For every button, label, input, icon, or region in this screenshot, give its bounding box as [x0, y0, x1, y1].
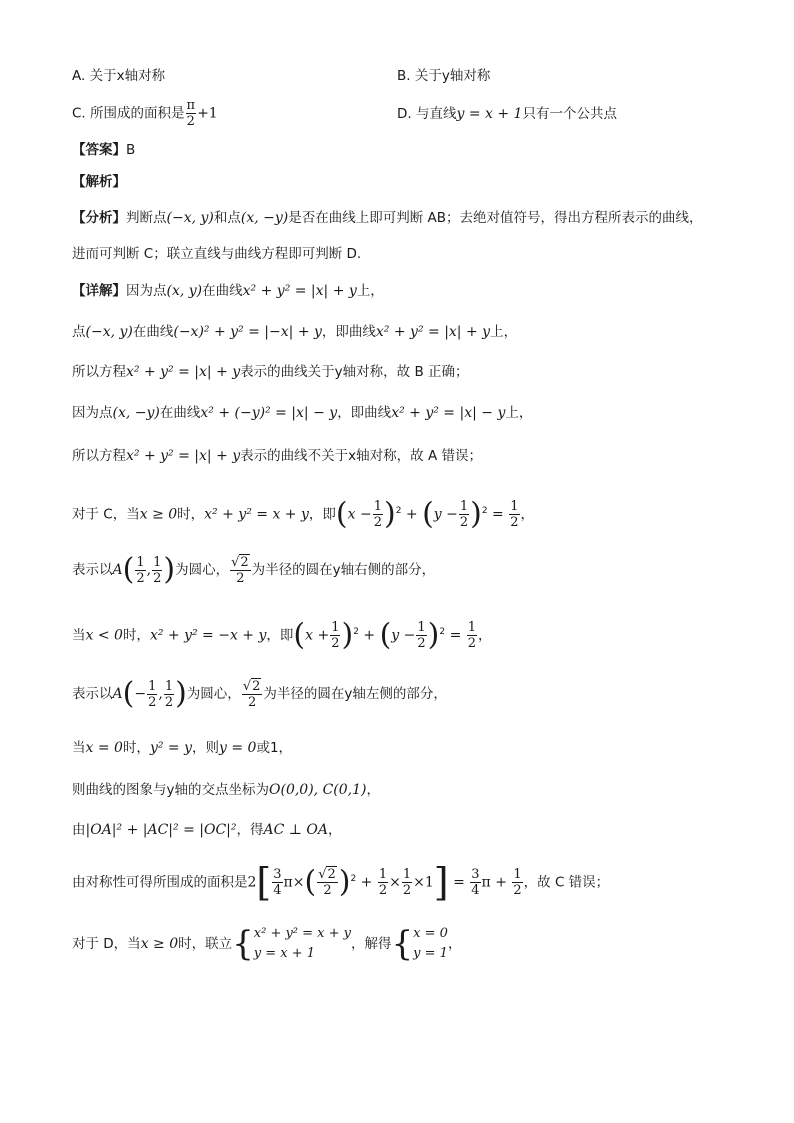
math: =: [448, 874, 470, 891]
text: 时，联立: [178, 936, 233, 952]
paren: (: [122, 552, 135, 587]
paren: (: [379, 617, 392, 653]
paren: ): [470, 496, 482, 532]
fraction: [330, 620, 340, 651]
frac-num: 3: [471, 867, 480, 882]
frac-num: 1: [373, 499, 382, 514]
math: O(0,0), C(0,1): [269, 782, 367, 798]
text: 点: [72, 324, 86, 340]
frac-den: 2: [331, 636, 340, 651]
detail-line-13: [72, 859, 754, 905]
system-eq-2: y = x + 1: [253, 946, 316, 961]
answer-line: [72, 140, 754, 160]
math: x² + y² = |x| + y: [126, 448, 241, 464]
paren: ): [427, 617, 440, 653]
text: 因为点: [72, 405, 113, 421]
frac-den: 2: [136, 570, 145, 586]
fraction: [467, 620, 477, 651]
math: π×: [283, 874, 305, 891]
fraction: [242, 679, 263, 710]
math: x ≥ 0: [140, 936, 179, 952]
fraction: [164, 679, 174, 710]
option-d-tail: 只有一个公共点: [522, 106, 617, 122]
text: 对于 C，当: [72, 506, 140, 523]
option-a: A. 关于x轴对称: [72, 68, 166, 84]
math: π +: [481, 874, 512, 891]
text: 当: [72, 740, 86, 756]
text: 表示以: [72, 562, 113, 578]
frac-num: 1: [459, 499, 469, 514]
frac-num: √2: [318, 867, 336, 882]
math: (−x, y): [85, 324, 133, 340]
text: ，得: [236, 822, 264, 838]
frac-den: 2: [402, 883, 412, 898]
frac-num: 1: [417, 620, 426, 635]
exponent: 2: [395, 506, 402, 516]
paren: (: [335, 496, 348, 532]
detail-line-10: [72, 738, 754, 758]
frac-num: 1: [331, 620, 340, 635]
math: x < 0: [85, 627, 123, 644]
text: 为圆心，: [175, 562, 230, 578]
detail-line-5: [72, 446, 754, 466]
math: y² = y: [149, 740, 192, 756]
fraction: [135, 555, 145, 586]
text: 或1，: [256, 740, 293, 756]
math: ,: [146, 562, 152, 578]
math: −: [134, 686, 147, 702]
detail-point: (x, y): [166, 283, 203, 299]
detail-line-2: [72, 322, 754, 342]
math: y −: [433, 506, 458, 523]
detail-line-6: [72, 494, 754, 532]
fraction: [509, 499, 519, 530]
text: 为半径的圆在y轴右侧的部分，: [251, 562, 436, 578]
text: ，即: [308, 506, 336, 523]
fenxi-point-2: (x, −y): [240, 210, 289, 226]
fraction: [147, 679, 157, 710]
math: x² + y² = |x| + y: [126, 364, 241, 380]
text: 所以方程: [72, 448, 126, 464]
fraction: [230, 555, 251, 586]
text: 时，: [177, 506, 205, 523]
math: x ≥ 0: [139, 506, 178, 523]
option-d-text: D. 与直线: [397, 106, 457, 122]
paren: ): [383, 496, 396, 532]
analysis-label-text: 【解析】: [72, 174, 126, 190]
frac-den: 2: [459, 515, 469, 530]
paren: ): [341, 617, 354, 653]
paren: (: [293, 617, 306, 653]
text: 上，: [490, 324, 518, 340]
text: 上，: [505, 405, 533, 421]
paren: ): [163, 552, 176, 587]
text: ，: [447, 936, 462, 952]
frac-num: 1: [378, 867, 388, 882]
text: 在曲线: [132, 324, 174, 340]
math: x² + (−y)² = |x| − y: [200, 405, 338, 421]
frac-den: 2: [148, 694, 157, 710]
detail-line-4: [72, 403, 754, 423]
exponent: 2: [439, 627, 446, 637]
math: x² + y² = |x| + y: [375, 324, 491, 340]
analysis-label: [72, 172, 754, 192]
fenxi-label: 【分析】: [72, 210, 126, 226]
fraction: [272, 867, 282, 898]
text: ，即曲线: [321, 324, 376, 340]
fraction: [402, 867, 412, 898]
text: ，: [520, 506, 535, 523]
brace: {: [391, 924, 414, 964]
detail-line-3: [72, 362, 754, 382]
detail-line-12: [72, 820, 754, 840]
math: A: [112, 562, 123, 578]
system-eq-1: x² + y² = x + y: [253, 926, 352, 941]
fraction: [378, 867, 388, 898]
math: y = 0: [219, 740, 257, 756]
solution-system: [413, 924, 448, 964]
paren: ): [338, 864, 351, 900]
frac-den: 2: [323, 883, 332, 898]
math: ×: [389, 874, 401, 891]
detail-equation: x² + y² = |x| + y: [242, 283, 357, 299]
frac-den: 2: [467, 636, 477, 651]
frac-den: 2: [417, 636, 426, 651]
text: 为半径的圆在y轴左侧的部分，: [263, 686, 447, 702]
detail-line-9: [72, 677, 754, 711]
frac-den: 4: [273, 883, 282, 898]
math: +: [356, 874, 377, 891]
math: +: [401, 506, 423, 523]
detail-line-1: [72, 281, 754, 301]
option-d-equation: y = x + 1: [456, 106, 523, 122]
frac-den: 2: [247, 694, 257, 710]
fenxi-text-c: 是否在曲线上即可判断 AB；去绝对值符号，得出方程所表示的曲线，: [288, 210, 703, 226]
exponent: 2: [353, 627, 359, 637]
text: ，: [478, 627, 492, 644]
text: ，解得: [351, 936, 392, 952]
option-c-tail: +1: [197, 105, 218, 122]
detail-text-c: 上，: [356, 283, 384, 299]
frac-den: 2: [510, 515, 519, 530]
text: 由对称性可得所围成的面积是: [72, 874, 248, 891]
text: 时，: [122, 740, 150, 756]
text: 时，: [122, 627, 150, 644]
detail-text-a: 因为点: [126, 283, 167, 299]
option-d: [397, 104, 617, 124]
math: x² + y² = −x + y: [149, 627, 267, 644]
text: 表示的曲线不关于x轴对称，故 A 错误；: [240, 448, 482, 464]
exponent: 2: [481, 506, 488, 516]
frac-den: 2: [513, 883, 522, 898]
fraction: [512, 867, 522, 898]
fraction: [152, 555, 162, 586]
bracket: [: [256, 860, 272, 905]
solution-1: x = 0: [413, 926, 448, 941]
math: x = 0: [85, 740, 123, 756]
math: x −: [347, 506, 372, 523]
fraction: [459, 499, 469, 530]
option-c: [72, 98, 218, 129]
frac-num: √2: [231, 554, 249, 570]
detail-label: 【详解】: [72, 283, 126, 299]
option-c-fraction: [186, 98, 197, 129]
fraction: [416, 620, 426, 651]
text: ，则: [192, 740, 219, 756]
text: 表示的曲线关于y轴对称，故 B 正确；: [240, 364, 469, 380]
solution-2: y = 1: [413, 946, 448, 961]
text: ，即: [266, 627, 294, 644]
frac-num: 1: [136, 554, 145, 570]
text: 则曲线的图象与y轴的交点坐标为: [72, 782, 269, 798]
equation-system: [254, 924, 351, 964]
frac-den: 2: [164, 694, 174, 710]
text: ，: [366, 782, 380, 798]
frac-num: 1: [148, 678, 157, 694]
math: ×1: [413, 874, 434, 891]
exponent: 2: [350, 874, 357, 884]
math: y −: [391, 627, 416, 644]
fenxi-text-b: 和点: [213, 210, 241, 226]
frac-num: 1: [153, 554, 162, 570]
frac-num: π: [186, 98, 196, 113]
option-c-text: C. 所围成的面积是: [72, 105, 185, 122]
frac-num: 3: [273, 867, 282, 882]
detail-line-8: [72, 615, 754, 653]
math: (−x)² + y² = |−x| + y: [173, 324, 322, 340]
math: +: [358, 627, 380, 644]
text: 在曲线: [159, 405, 201, 421]
answer-value: B: [126, 142, 136, 158]
frac-den: 2: [236, 570, 245, 586]
paren: ): [175, 676, 187, 711]
math: =: [445, 627, 466, 644]
math: |OA|² + |AC|² = |OC|²: [85, 822, 237, 838]
text: 为圆心，: [186, 686, 241, 702]
text: 对于 D，当: [72, 936, 141, 952]
text: 所以方程: [72, 364, 126, 380]
frac-den: 2: [186, 114, 195, 129]
paren: (: [304, 864, 317, 900]
text: 当: [72, 627, 86, 644]
math: (x, −y): [112, 405, 160, 421]
text: ，故 C 错误；: [523, 874, 610, 891]
frac-num: 1: [164, 678, 174, 694]
math: 2: [247, 874, 257, 891]
frac-num: 1: [467, 620, 477, 635]
fenxi-point-1: (−x, y): [166, 210, 214, 226]
frac-den: 2: [378, 883, 388, 898]
paren: (: [422, 496, 434, 532]
math: AC ⊥ OA: [263, 822, 328, 838]
math: A: [112, 686, 123, 702]
frac-den: 2: [153, 570, 162, 586]
detail-line-7: [72, 553, 754, 587]
answer-label: 【答案】: [72, 142, 126, 158]
math: x² + y² = x + y: [204, 506, 309, 523]
frac-den: 2: [373, 515, 382, 530]
math: x +: [305, 627, 330, 644]
fenxi-text-a: 判断点: [126, 210, 167, 226]
text: 表示以: [72, 686, 113, 702]
detail-text-b: 在曲线: [202, 283, 243, 299]
fraction: [470, 867, 480, 898]
fraction: [317, 867, 338, 898]
option-b: B. 关于y轴对称: [397, 68, 491, 84]
bracket: ]: [433, 860, 449, 905]
math: ,: [158, 686, 163, 702]
fenxi-line-2: 进而可判断 C；联立直线与曲线方程即可判断 D.: [72, 246, 362, 262]
frac-num: √2: [242, 678, 261, 694]
fenxi-line-1: [72, 208, 754, 228]
paren: (: [122, 676, 135, 711]
text: ，: [327, 822, 342, 838]
frac-num: 1: [510, 499, 519, 514]
text: 由: [72, 822, 86, 838]
math: =: [487, 506, 509, 523]
math: x² + y² = |x| − y: [391, 405, 506, 421]
fraction: [373, 499, 383, 530]
frac-num: 1: [402, 867, 412, 882]
frac-num: 1: [513, 867, 522, 882]
brace: {: [232, 924, 254, 964]
detail-line-11: [72, 780, 754, 800]
frac-den: 4: [471, 883, 480, 898]
text: ，即曲线: [337, 405, 392, 421]
detail-line-14: [72, 922, 754, 966]
